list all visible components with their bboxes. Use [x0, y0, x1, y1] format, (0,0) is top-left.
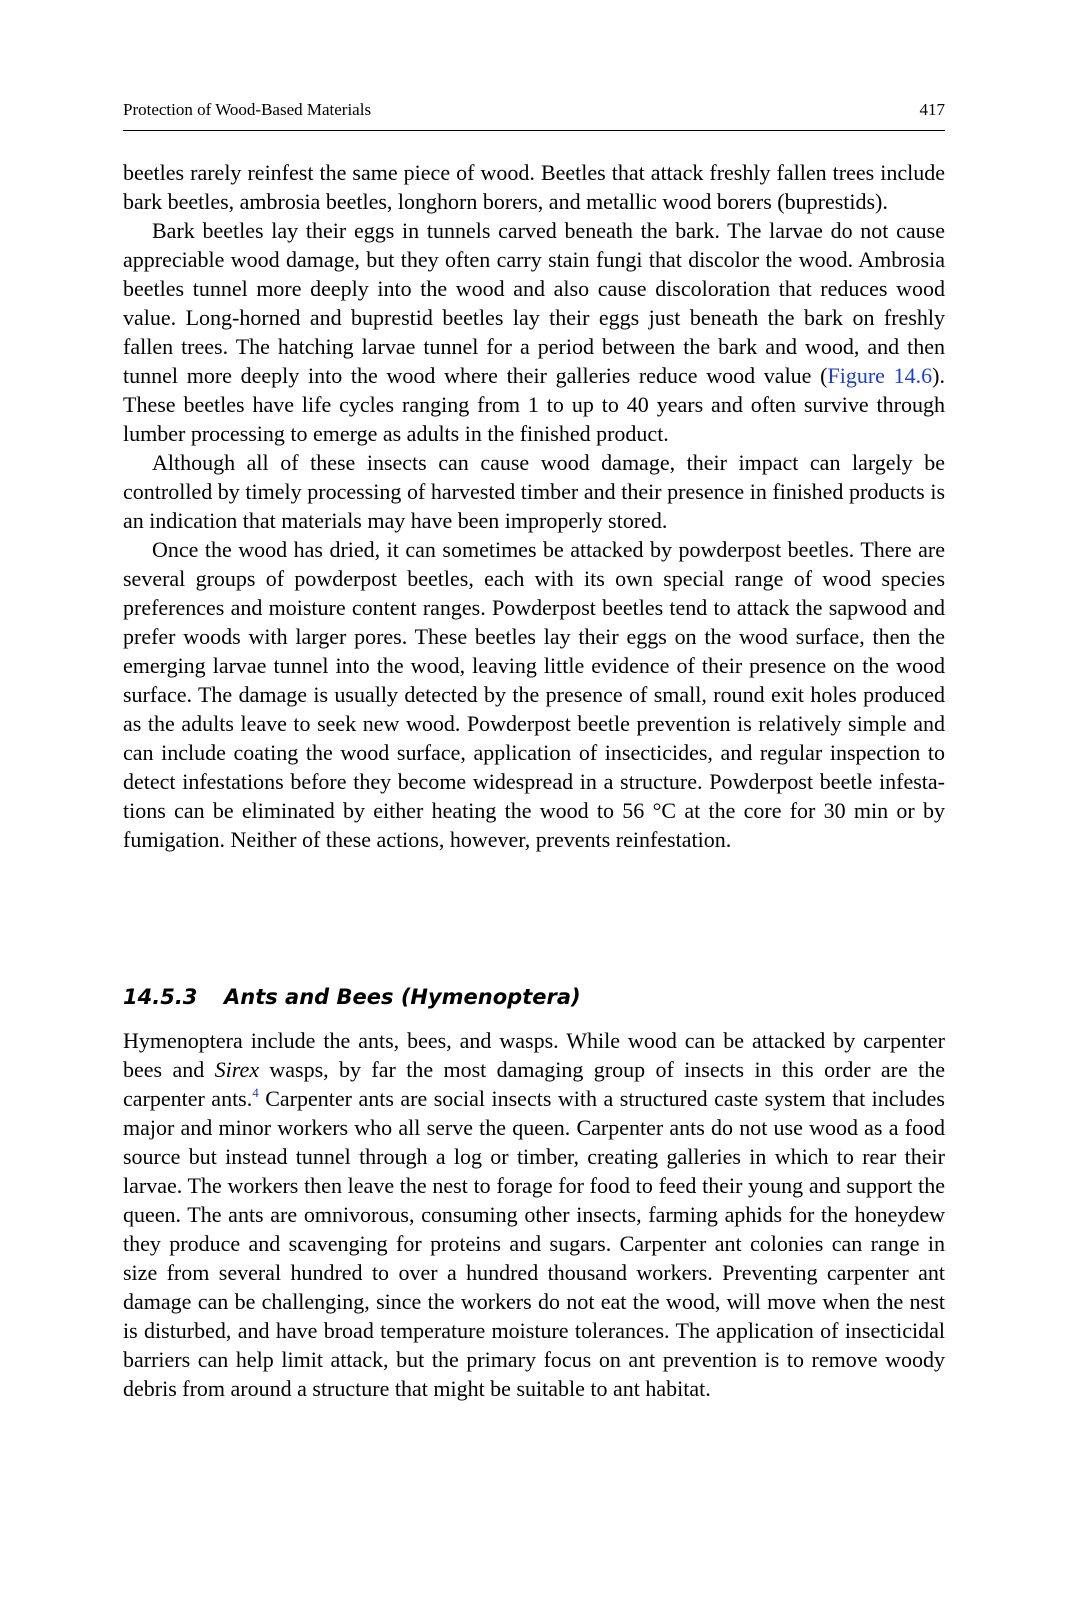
paragraph-text: Carpenter ants are social insects with a structured caste system that includes major and minor workers who all serve the queen. Carpenter ants do not use wood as a food source but instead tunnel through a log or timber, creating galleries in which to rear their larvae. The workers then leave the nest to forage for food to feed their young and support the queen. The ants are omnivorous, consuming other insects, farming aphids for the honeydew they produce and scavenging for proteins and sugars. Carpenter ant colonies can range in size from several hundred to over a hundred thousand workers. Preventing carpenter ant damage can be challenging, since the workers do not eat the wood, will move when the nest is disturbed, and have broad temperature moisture tolerances. The application of insecticidal barriers can help limit attack, but the primary focus on ant prevention is to remove woody debris from around a structure that might be suitable to ant habitat. — [123, 1086, 945, 1401]
running-header — [123, 99, 945, 121]
italic-term: Sirex — [214, 1057, 260, 1082]
paragraph-text: Hymenoptera include the ants, bees, and wasps. While wood can be attacked by carpenter bees and — [123, 1028, 945, 1082]
running-title: Protection of Wood-Based Materials — [123, 100, 372, 119]
paragraph-text: ). These beetles have life cycles ranging from 1 to up to 40 years and often survive through lumber processing to emerge as adults in the finished product. — [123, 363, 945, 446]
section-heading — [123, 981, 945, 1013]
figure-reference-link[interactable]: Figure 14.6 — [827, 363, 933, 388]
paragraph-insect-control: Although all of these insects can cause wood damage, their impact can largely be controlled by timely processing of harvested timber and their presence in finished products is an indication that materials may have been improperly stored. — [123, 450, 945, 533]
paragraph-text: wasps, by far the most damaging group of insects in this order are the carpenter ants. — [123, 1057, 946, 1111]
paragraph-powderpost-beetles: Once the wood has dried, it can sometimes be attacked by powderpost beetles. There are several groups of powderpost beetles, each with its own special range of wood species preferences and moisture content ranges. Powderpost beetles tend to attack the sapwood and prefer woods with larger pores. These beetles lay their eggs on the wood surface, then the emerging larvae tunnel into the wood, leaving little evidence of their presence on the wood surface. The damage is usually detected by the presence of small, round exit holes produced as the adults leave to seek new wood. Powderpost beetle prevention is relatively simple and can include coating the wood surface, application of insecticides, and regular inspection to detect infestations before they become widespread in a structure. Powderpost beetle infestations can be eliminated by either heating the wood to 56 °C at the core for 30 min or by fumigation. Neither of these actions, however, prevents reinfestation. — [123, 537, 945, 852]
header-rule — [123, 130, 945, 131]
section-title: Ants and Bees (Hymenoptera) — [224, 985, 581, 1009]
section-number: 14.5.3 — [123, 985, 198, 1009]
body-text-before-section — [123, 158, 945, 854]
paragraph-text: Bark beetles lay their eggs in tunnels carved beneath the bark. The larvae do not cause appreciable wood damage, but they often carry stain fungi that discolor the wood. Ambrosia beetles tunnel more deeply into the wood and also cause discoloration that reduces wood value. Long-horned and buprestid beetles lay their eggs just beneath the bark on freshly fallen trees. The hatching larvae tunnel for a period between the bark and wood, and then tunnel more deeply into the wood where their galleries reduce wood value ( — [123, 218, 945, 388]
paragraph-hymenoptera — [123, 1026, 945, 1403]
page-number: 417 — [919, 100, 945, 119]
body-text-section — [123, 1026, 945, 1403]
paragraph-continuation: beetles rarely reinfest the same piece of wood. Beetles that attack freshly fallen trees include bark beetles, ambrosia beetles, longhorn borers, and metallic wood borers (buprestids). — [123, 160, 945, 214]
paragraph-bark-beetles — [123, 216, 945, 448]
footnote-marker-link[interactable]: 4 — [252, 1085, 259, 1100]
